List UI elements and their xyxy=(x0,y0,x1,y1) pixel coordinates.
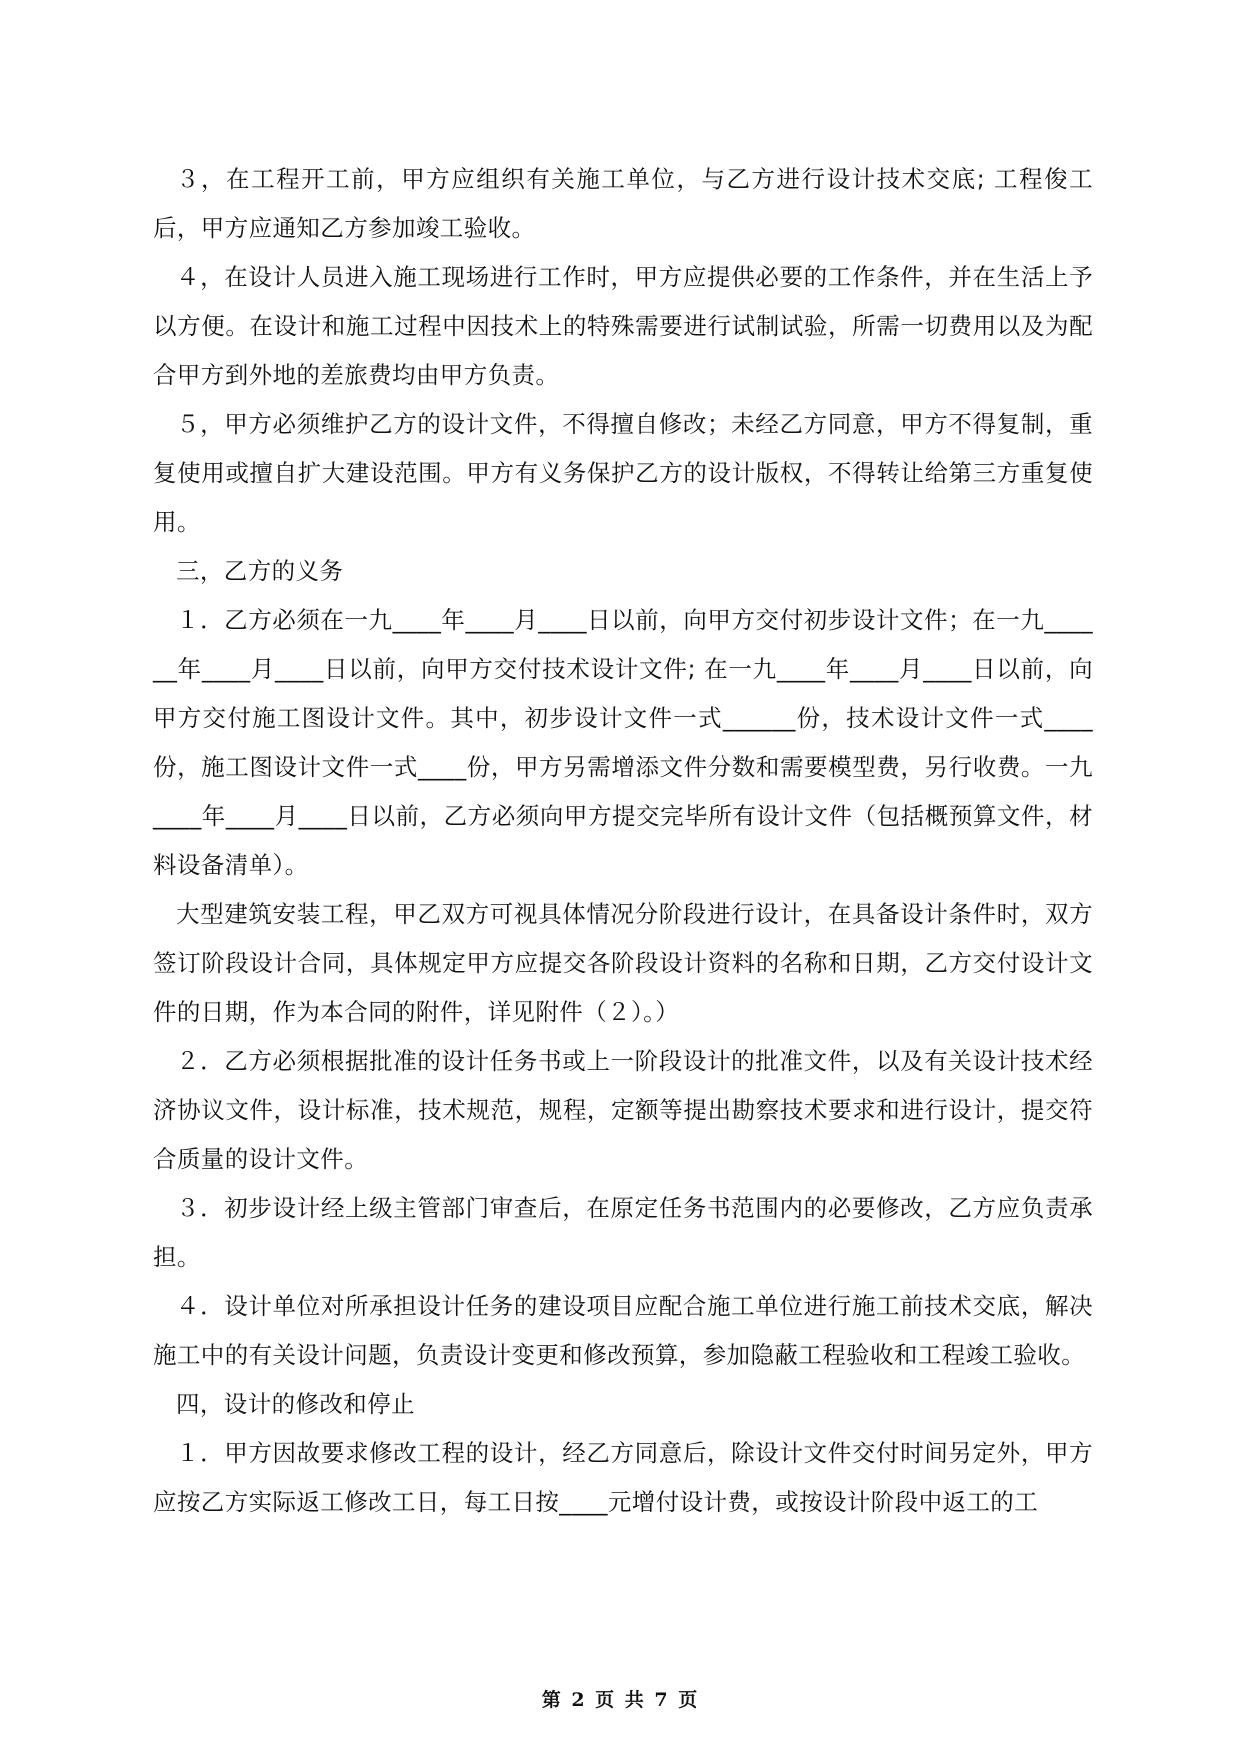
large-project-paragraph: 大型建筑安装工程，甲乙双方可视具体情况分阶段进行设计，在具备设计条件时，双方签订阶段设计合同，具体规定甲方应提交各阶段设计资料的名称和日期，乙方交付设计文件的日期，作为本合同的附件，详见附件（２）。） xyxy=(153,900,1093,1026)
party-b-clause-3-paragraph: ３．初步设计经上级主管部门审查后，在原定任务书范围内的必要修改，乙方应负责承担。 xyxy=(153,1194,1093,1271)
document-body xyxy=(153,155,1093,1527)
party-b-clause-1-paragraph: １．乙方必须在一九____年____月____日以前，向甲方交付初步设计文件；在一九______年____月____日以前，向甲方交付技术设计文件; 在一九____年____月____日以前，向甲方交付施工图设计文件。其中，初步设计文件一式______份，技术设计文件一式____份，施工图设计文件一式____份，甲方另需增添文件分数和需要模型费，另行收费。一九____年____月____日以前，乙方必须向甲方提交完毕所有设计文件（包括概预算文件，材料设备清单）。 xyxy=(153,606,1093,879)
page-number-footer: 第 2 页 共 7 页 xyxy=(541,1689,700,1711)
clause-3-paragraph: ３，在工程开工前，甲方应组织有关施工单位，与乙方进行设计技术交底; 工程俊工后，甲方应通知乙方参加竣工验收。 xyxy=(153,165,1093,242)
clause-4-paragraph: ４，在设计人员进入施工现场进行工作时，甲方应提供必要的工作条件，并在生活上予以方便。在设计和施工过程中因技术上的特殊需要进行试制试验，所需一切费用以及为配合甲方到外地的差旅费均由甲方负责。 xyxy=(153,263,1093,389)
clause-5-paragraph: ５，甲方必须维护乙方的设计文件，不得擅自修改；未经乙方同意，甲方不得复制，重复使用或擅自扩大建设范围。甲方有义务保护乙方的设计版权，不得转让给第三方重复使用。 xyxy=(153,410,1093,536)
section-heading-modification: 四，设计的修改和停止 xyxy=(176,1390,415,1418)
modification-clause-1-paragraph: １．甲方因故要求修改工程的设计，经乙方同意后，除设计文件交付时间另定外，甲方应按乙方实际返工修改工日，每工日按____元增付设计费，或按设计阶段中返工的工 xyxy=(153,1439,1093,1516)
section-heading-party-b-obligations: 三，乙方的义务 xyxy=(176,557,344,585)
party-b-clause-4-paragraph: ４．设计单位对所承担设计任务的建设项目应配合施工单位进行施工前技术交底，解决施工中的有关设计问题，负责设计变更和修改预算，参加隐蔽工程验收和工程竣工验收。 xyxy=(153,1292,1093,1369)
party-b-clause-2-paragraph: ２．乙方必须根据批准的设计任务书或上一阶段设计的批准文件，以及有关设计技术经济协议文件，设计标准，技术规范，规程，定额等提出勘察技术要求和进行设计，提交符合质量的设计文件。 xyxy=(153,1047,1093,1173)
